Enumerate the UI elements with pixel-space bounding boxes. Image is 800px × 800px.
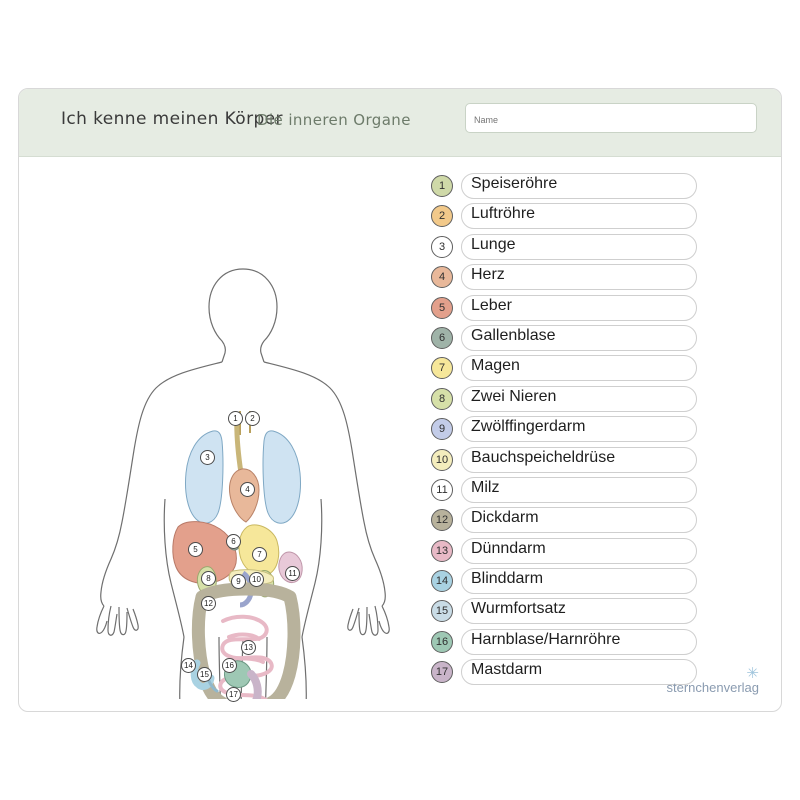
legend-label: Speiseröhre [471,175,558,192]
legend-label: Harnblase/Harnröhre [471,630,621,648]
anatomy-figure [37,169,417,699]
legend-label: Gallenblase [471,326,556,344]
legend-badge: 15 [431,600,453,622]
legend-badge: 6 [431,327,453,349]
legend-item-6[interactable] [431,325,701,355]
legend-badge: 17 [431,661,453,683]
legend-badge: 9 [431,418,453,440]
figure-marker[interactable]: 17 [226,687,241,702]
legend-label: Mastdarm [471,661,543,679]
legend-label: Bauchspeicheldrüse [471,448,616,466]
legend-item-3[interactable] [431,234,701,264]
legend-item-2[interactable] [431,203,701,233]
legend-item-7[interactable] [431,355,701,385]
legend-badge: 1 [431,175,453,197]
legend-badge: 12 [431,509,453,531]
figure-marker[interactable]: 7 [252,547,267,562]
worksheet-page [18,88,782,712]
figure-marker[interactable]: 2 [245,411,260,426]
legend-label: Herz [471,266,505,284]
legend-item-5[interactable] [431,295,701,325]
worksheet-header [19,89,781,157]
figure-marker[interactable]: 11 [285,566,300,581]
legend-label: Magen [471,357,520,375]
legend-label: Wurmfortsatz [471,600,566,618]
legend-item-17[interactable] [431,659,701,689]
legend-item-12[interactable] [431,507,701,537]
legend-badge: 2 [431,205,453,227]
legend-badge: 3 [431,236,453,258]
figure-marker[interactable]: 13 [241,640,256,655]
figure-marker[interactable]: 3 [200,450,215,465]
legend-label: Lunge [471,235,516,253]
organ-legend-list [431,173,701,690]
page-subtitle: Die inneren Organe [257,111,411,129]
legend-badge: 13 [431,540,453,562]
legend-label: Zwei Nieren [471,387,557,405]
legend-item-15[interactable] [431,598,701,628]
figure-marker[interactable]: 8 [201,571,216,586]
organ-lung-left [185,431,222,523]
legend-label: Dickdarm [471,509,539,527]
legend-item-8[interactable] [431,386,701,416]
legend-label: Zwölffingerdarm [471,418,586,436]
figure-marker[interactable]: 6 [226,534,241,549]
figure-marker[interactable]: 10 [249,572,264,587]
legend-label: Blinddarm [471,570,544,588]
legend-label: Luftröhre [471,205,536,223]
figure-marker[interactable]: 12 [201,596,216,611]
human-body-diagram [37,169,417,699]
legend-item-13[interactable] [431,538,701,568]
legend-item-4[interactable] [431,264,701,294]
legend-label: Milz [471,478,500,496]
legend-label: Dünndarm [471,539,546,557]
legend-item-1[interactable] [431,173,701,203]
legend-item-14[interactable] [431,568,701,598]
figure-marker[interactable]: 4 [240,482,255,497]
legend-item-16[interactable] [431,629,701,659]
figure-marker[interactable]: 9 [231,574,246,589]
figure-marker[interactable]: 1 [228,411,243,426]
organ-lung-right [263,431,300,523]
legend-badge: 8 [431,388,453,410]
legend-badge: 16 [431,631,453,653]
legend-badge: 5 [431,297,453,319]
legend-label: Leber [471,296,512,314]
legend-badge: 7 [431,357,453,379]
legend-item-9[interactable] [431,416,701,446]
figure-marker[interactable]: 16 [222,658,237,673]
figure-marker[interactable]: 15 [197,667,212,682]
publisher-name: sternchenverlag [666,680,759,695]
figure-marker[interactable]: 5 [188,542,203,557]
legend-badge: 4 [431,266,453,288]
legend-item-10[interactable] [431,447,701,477]
name-input[interactable] [465,103,757,133]
legend-badge: 11 [431,479,453,501]
sparkle-icon: ✳ [746,665,759,682]
page-title: Ich kenne meinen Körper [61,109,283,129]
legend-item-11[interactable] [431,477,701,507]
legend-badge: 10 [431,449,453,471]
figure-marker[interactable]: 14 [181,658,196,673]
legend-badge: 14 [431,570,453,592]
publisher-logo [667,664,760,695]
